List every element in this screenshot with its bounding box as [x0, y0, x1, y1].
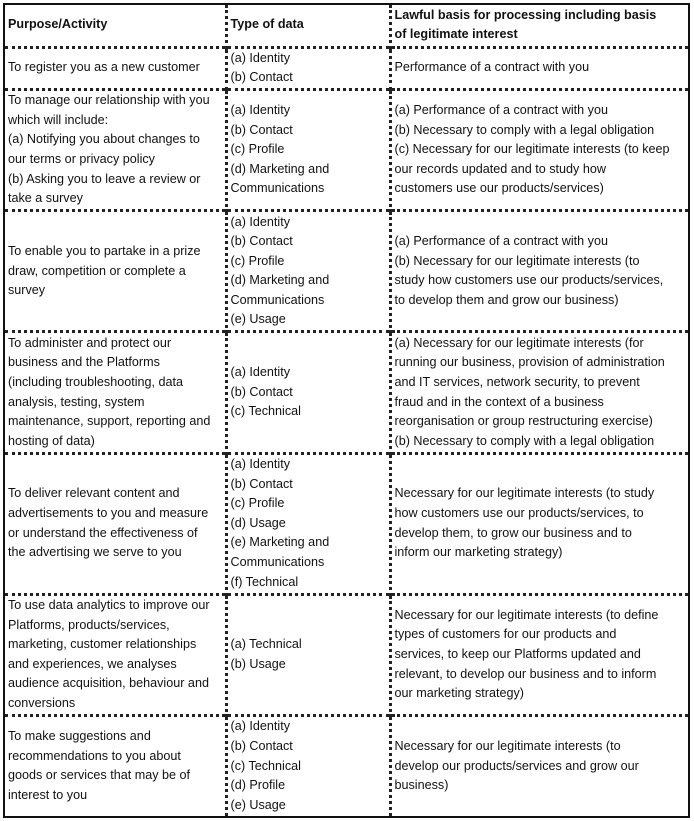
cell-type-of-data: (a) Identity (b) Contact (c) Profile (d) Usage (e) Marketing and Communications (f) Technical [226, 453, 390, 594]
cell-type-of-data: (a) Identity (b) Contact (c) Technical (d) Profile (e) Usage [226, 715, 390, 816]
cell-type-of-data: (a) Identity (b) Contact [226, 47, 390, 89]
table-row [5, 453, 688, 594]
data-processing-table-frame [3, 3, 690, 818]
table-header-row [5, 5, 688, 47]
table-row [5, 211, 688, 332]
cell-lawful-basis: (a) Performance of a contract with you (b) Necessary for our legitimate interests (to study how customers use our products/services, to develop them and grow our business) [390, 211, 688, 332]
cell-lawful-basis: Necessary for our legitimate interests (to study how customers use our products/services, to develop them, to grow our business and to inform our marketing strategy) [390, 453, 688, 594]
table-row [5, 715, 688, 816]
lawful-basis-table [5, 5, 688, 816]
cell-lawful-basis: Necessary for our legitimate interests (to define types of customers for our products and services, to keep our Platforms updated and relevant, to develop our business and to inform our marketing strategy) [390, 594, 688, 715]
header-purpose: Purpose/Activity [8, 17, 108, 32]
cell-type-of-data: (a) Technical (b) Usage [226, 594, 390, 715]
cell-type-of-data: (a) Identity (b) Contact (c) Profile (d) Marketing and Communications [226, 89, 390, 210]
cell-purpose: To make suggestions and recommendations to you about goods or services that may be of interest to you [5, 715, 226, 816]
table-row [5, 89, 688, 210]
cell-purpose: To register you as a new customer [5, 47, 226, 89]
header-type-of-data: Type of data [226, 5, 390, 47]
cell-purpose: To administer and protect our business and the Platforms (including troubleshooting, data analysis, testing, system maintenance, support, reporting and hosting of data) [5, 332, 226, 453]
cell-type-of-data: (a) Identity (b) Contact (c) Technical [226, 332, 390, 453]
cell-purpose: To use data analytics to improve our Platforms, products/services, marketing, customer relationships and experiences, we analyses audience acquisition, behaviour and conversions [5, 594, 226, 715]
header-lawful-basis: Lawful basis for processing including basis of legitimate interest [390, 5, 688, 47]
cell-lawful-basis: (a) Performance of a contract with you (b) Necessary to comply with a legal obligation (c) Necessary for our legitimate interests (to keep our records updated and to study how customers use our products/services) [390, 89, 688, 210]
cell-lawful-basis: (a) Necessary for our legitimate interests (for running our business, provision of administration and IT services, network security, to prevent fraud and in the context of a business reorganisation or group restructuring exercise) (b) Necessary to comply with a legal obligation [390, 332, 688, 453]
cell-purpose: To enable you to partake in a prize draw, competition or complete a survey [5, 211, 226, 332]
cell-lawful-basis: Performance of a contract with you [390, 47, 688, 89]
table-row [5, 594, 688, 715]
table-row [5, 47, 688, 89]
cell-purpose: To manage our relationship with you which will include: (a) Notifying you about changes to our terms or privacy policy (b) Asking you to leave a review or take a survey [5, 89, 226, 210]
cell-lawful-basis: Necessary for our legitimate interests (to develop our products/services and grow our business) [390, 715, 688, 816]
cell-type-of-data: (a) Identity (b) Contact (c) Profile (d) Marketing and Communications (e) Usage [226, 211, 390, 332]
cell-purpose: To deliver relevant content and advertisements to you and measure or understand the effectiveness of the advertising we serve to you [5, 453, 226, 594]
table-row [5, 332, 688, 453]
